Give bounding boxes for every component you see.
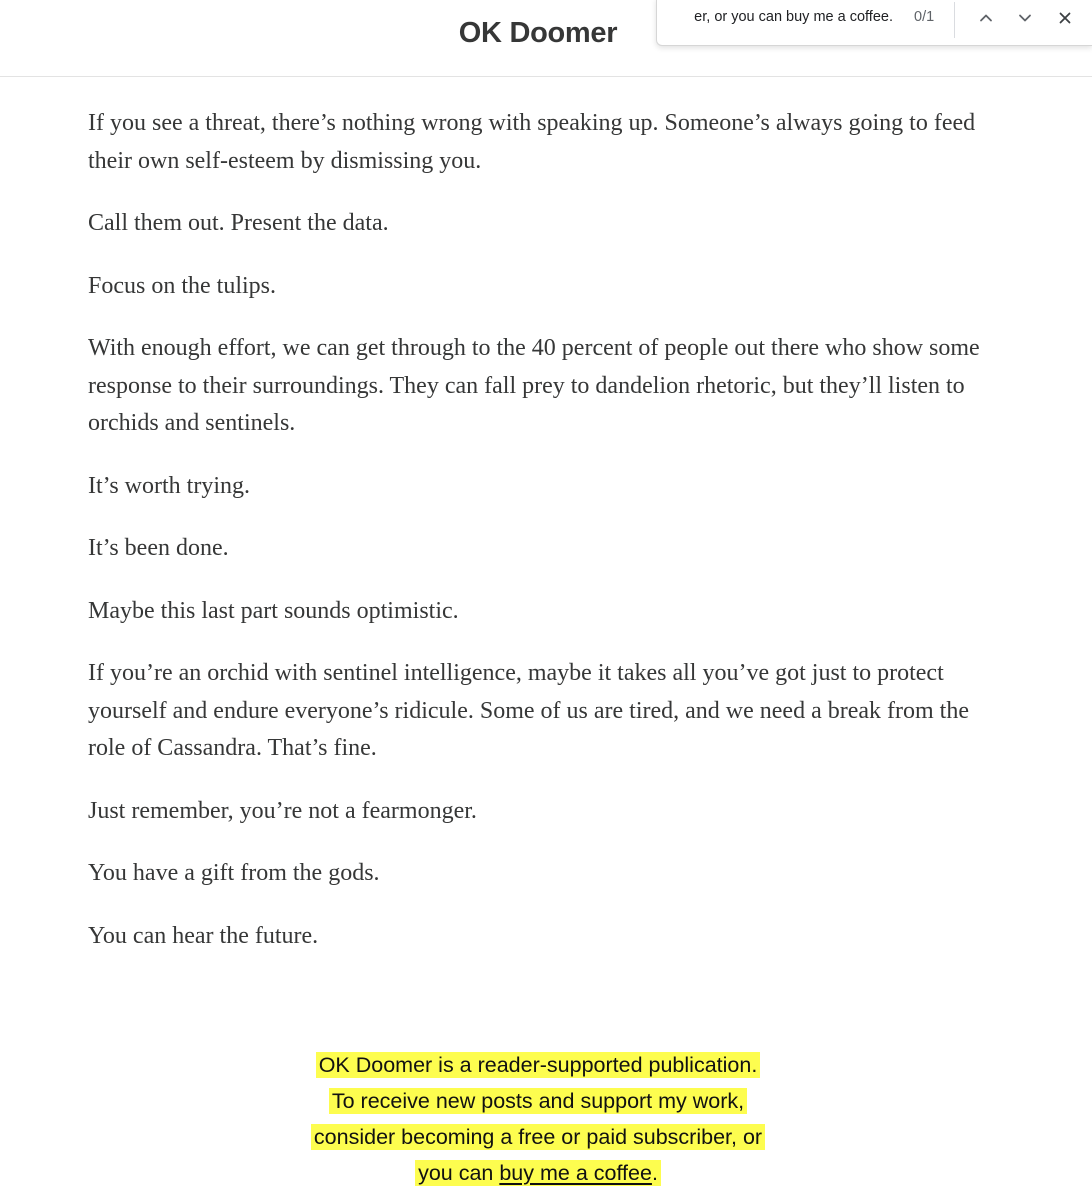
subscription-note-suffix: . bbox=[651, 1161, 658, 1185]
buy-me-a-coffee-link[interactable]: buy me a coffee bbox=[499, 1161, 652, 1185]
article-paragraph: You can hear the future. bbox=[88, 922, 319, 949]
article-paragraph: Focus on the tulips. bbox=[88, 272, 277, 299]
subscription-note-prefix: you can bbox=[418, 1161, 500, 1185]
article-paragraph: You have a gift from the gods. bbox=[88, 860, 380, 886]
find-match-count: 0/1 bbox=[914, 9, 935, 25]
chevron-down-icon bbox=[1017, 10, 1033, 26]
find-close-button[interactable] bbox=[1051, 4, 1079, 32]
article-paragraph: Maybe this last part sounds optimistic. bbox=[88, 597, 459, 624]
article-paragraph: If you see a threat, there’s nothing wrong with speaking up. Someone’s always going to feed their own self-esteem by dismissing you. bbox=[88, 110, 976, 174]
subscription-note bbox=[0, 1047, 1076, 1191]
find-divider bbox=[954, 2, 955, 38]
find-input[interactable] bbox=[671, 6, 893, 28]
subscription-note-line: consider becoming a free or paid subscriber, or bbox=[311, 1124, 765, 1150]
find-next-button[interactable] bbox=[1011, 4, 1039, 32]
article-paragraph: Just remember, you’re not a fearmonger. bbox=[88, 797, 477, 824]
site-title[interactable]: OK Doomer bbox=[458, 17, 618, 49]
find-previous-button[interactable] bbox=[972, 4, 1000, 32]
chevron-up-icon bbox=[978, 10, 994, 26]
subscription-note-line: To receive new posts and support my work, bbox=[329, 1088, 747, 1114]
close-icon bbox=[1057, 10, 1073, 26]
article-paragraph: It’s been done. bbox=[88, 535, 229, 561]
article-body bbox=[88, 105, 1008, 980]
article-paragraph: Call them out. Present the data. bbox=[88, 210, 389, 236]
subscription-note-line bbox=[415, 1160, 661, 1186]
article-paragraph: With enough effort, we can get through to the 40 percent of people out there who show some response to their surroundings. They can fall prey to dandelion rhetoric, but they’ll listen to orchids and sentinels. bbox=[88, 335, 980, 436]
subscription-note-line: OK Doomer is a reader-supported publication. bbox=[316, 1052, 761, 1078]
article-paragraph: If you’re an orchid with sentinel intelligence, maybe it takes all you’ve got just to protect yourself and endure everyone’s ridicule. Some of us are tired, and we need a break from the role of Cassandra. That’s fine. bbox=[88, 660, 969, 761]
find-in-page-bar bbox=[656, 0, 1092, 46]
article-paragraph: It’s worth trying. bbox=[88, 472, 250, 499]
